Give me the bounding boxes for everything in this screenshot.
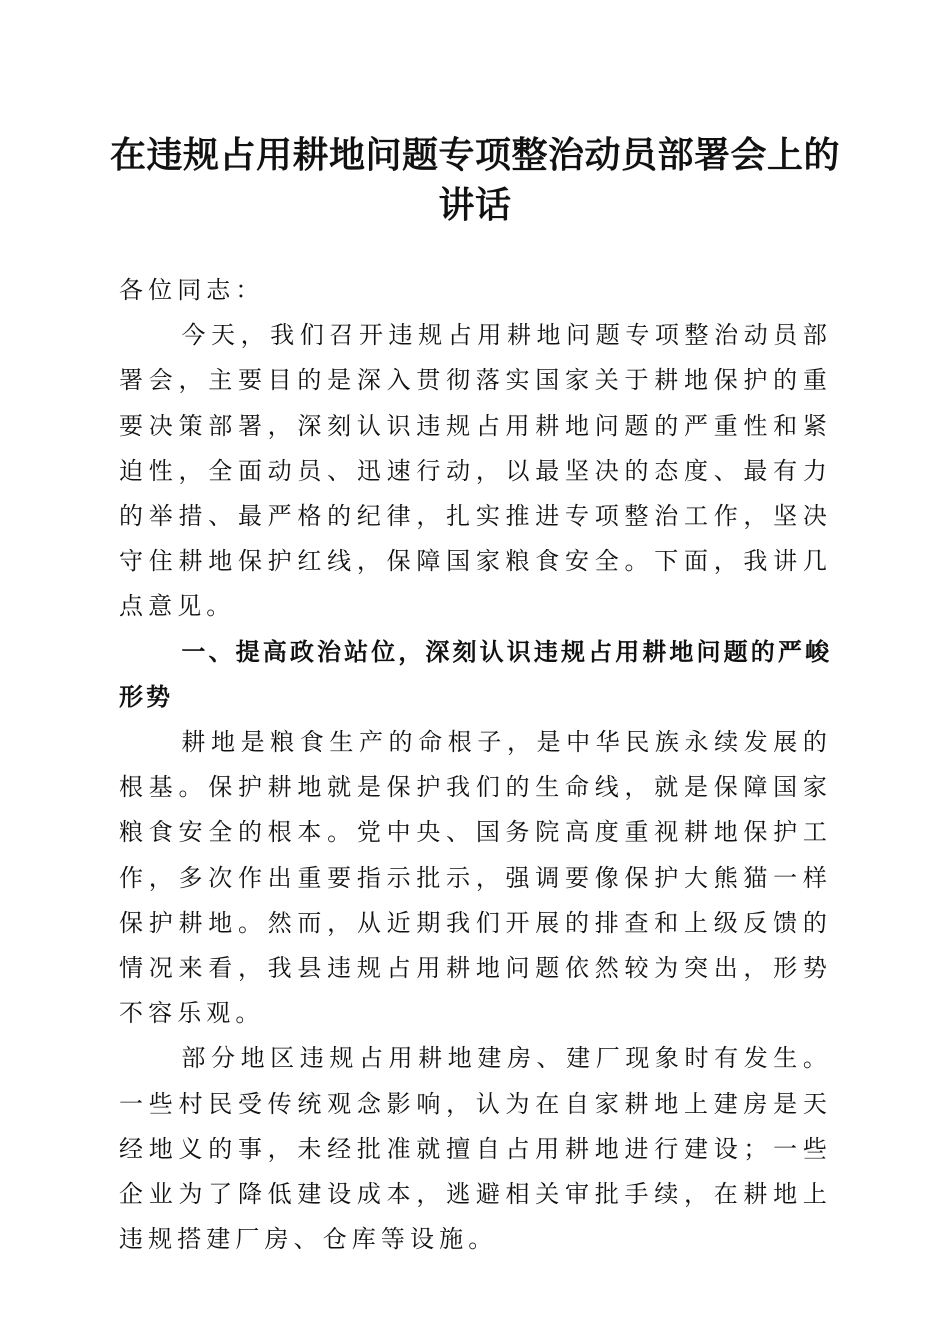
section1-paragraph-1: 耕地是粮食生产的命根子，是中华民族永续发展的根基。保护耕地就是保护我们的生命线，就是保障国家粮食安全的根本。党中央、国务院高度重视耕地保护工作，多次作出重要指示批示，强调要像保护大熊猫一样保护耕地。然而，从近期我们开展的排查和上级反馈的情况来看，我县违规占用耕地问题依然较为突出，形势不容乐观。 [119, 728, 832, 1028]
section-heading-1: 一、提高政治站位，深刻认识违规占用耕地问题的严峻形势 [119, 637, 832, 711]
document-title: 在违规占用耕地问题专项整治动员部署会上的讲话 [109, 134, 840, 226]
salutation: 各位同志： [119, 276, 265, 304]
document-body [119, 268, 832, 1262]
paragraph-intro: 今天，我们召开违规占用耕地问题专项整治动员部署会，主要目的是深入贯彻落实国家关于耕地保护的重要决策部署，深刻认识违规占用耕地问题的严重性和紧迫性，全面动员、迅速行动，以最坚决的态度、最有力的举措、最严格的纪律，扎实推进专项整治工作，坚决守住耕地保护红线，保障国家粮食安全。下面，我讲几点意见。 [119, 321, 832, 621]
section1-paragraph-2: 部分地区违规占用耕地建房、建厂现象时有发生。一些村民受传统观念影响，认为在自家耕地上建房是天经地义的事，未经批准就擅自占用耕地进行建设；一些企业为了降低建设成本，逃避相关审批手续，在耕地上违规搭建厂房、仓库等设施。 [119, 1044, 832, 1254]
